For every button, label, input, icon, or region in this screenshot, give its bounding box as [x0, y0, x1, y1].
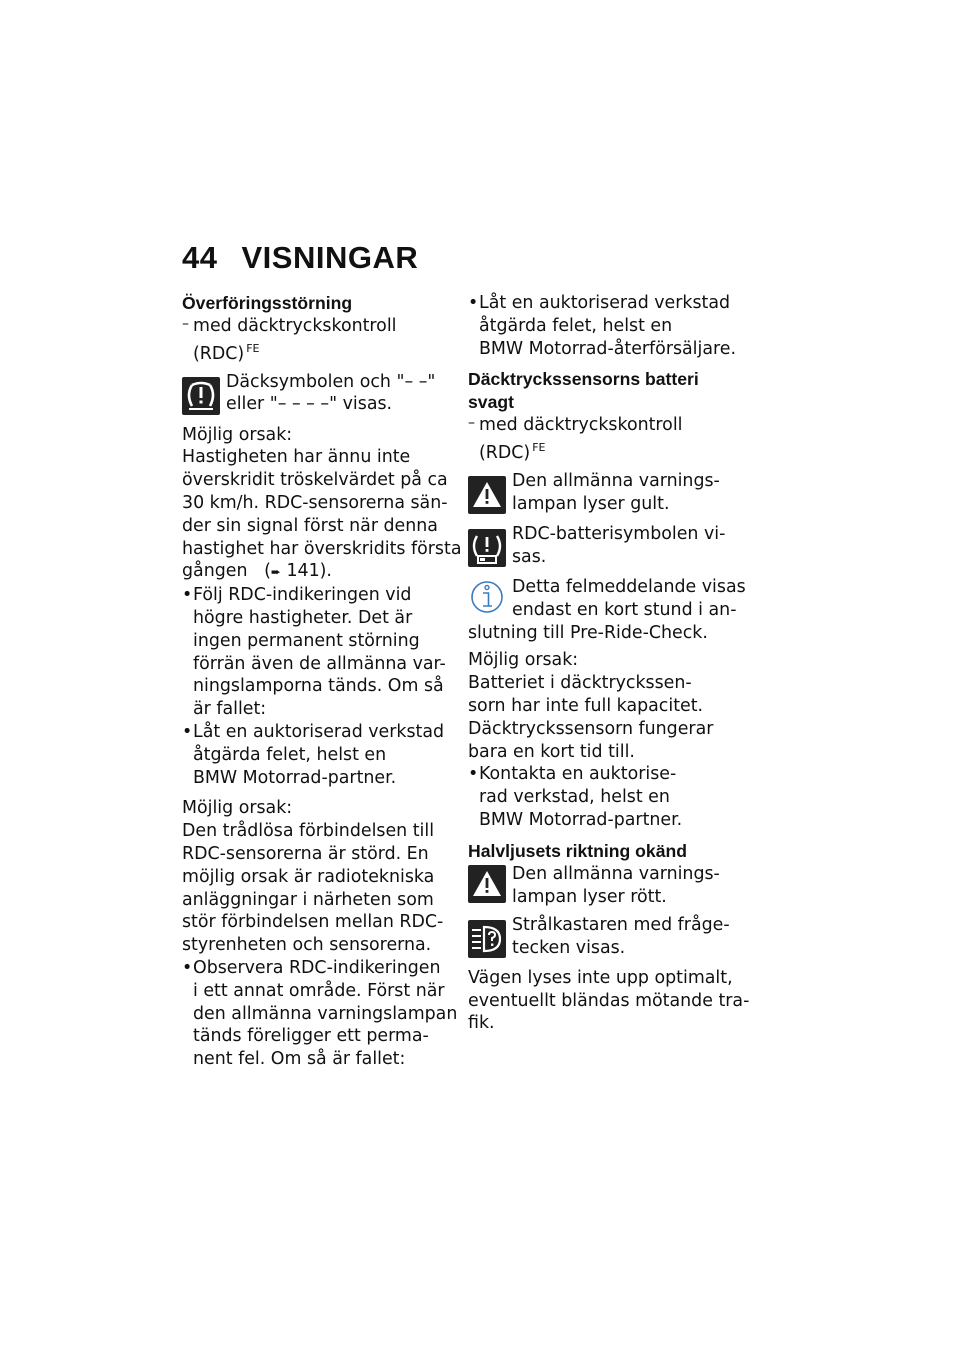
list-item: • Låt en auktoriserad verkstad [182, 721, 445, 742]
left-column: Överföringsstörning – med däcktryckskontroll (RDC) $^{FE}$ Däcksymbolen och "– –" eller "– – – –" visas. Möjlig orsak: Hastigheten har ännu inte överskridit tröskelvärdet på ca 30 km/h. RDC-sensorerna sän- der sin signal först när denna hastighet har överskridits första gången (➨ 141). • Följ RDC-indikeringen vid högre hastigheter. Det är ingen permanent störning förrän även de allmänna var- ningslamporna tänds. Om så är fallet: • Låt en auktoriserad verkstad åtgärda felet, helst en BMW Motorrad-partner. Möjlig orsak: Den trådlösa förbindelsen till RDC-sensorerna är störd. En möjlig orsak är radiotekniska anläggningar i närheten som stör förbindelsen mellan RDC- styrenheten och sensorerna. • Observera RDC-indikeringen i ett annat område. Först när den allmänna varningslampan tänds föreligger ett perma- nent fel. Om så är fallet: [182, 293, 462, 1070]
rdc-condition-cont: (RDC) $^{FE}$ [193, 341, 260, 364]
rdc-condition: – med däcktryckskontroll [182, 316, 397, 336]
list-item: • Låt en auktoriserad verkstad [468, 293, 731, 313]
rdc-condition: – med däcktryckskontroll [468, 415, 683, 436]
fe-superscript: FE [532, 441, 546, 455]
page-reference: gången (➨ 141). [182, 561, 332, 582]
section-heading-transmission-fault: Överföringsstörning [182, 293, 353, 313]
headlight-question-row: Strålkastaren med fråge- tecken visas. [468, 914, 736, 962]
cause-label: Möjlig orsak: [468, 650, 579, 671]
reference-page-link[interactable]: 141). [286, 561, 332, 582]
info-note-row: Detta felmeddelande visas endast en kort stund i an- slutning till Pre-Ride-Check. [468, 576, 746, 643]
general-warning-triangle-icon [468, 476, 506, 514]
tire-pressure-warning-icon [182, 377, 220, 415]
cause-label: Möjlig orsak: [182, 424, 293, 445]
section-heading-sensor-battery: Däcktryckssensorns batteri [468, 369, 699, 390]
general-warning-red-row: Den allmänna varnings- lampan lyser rött. [468, 863, 736, 909]
reference-arrow-icon: ➨ [270, 565, 281, 580]
info-icon [468, 576, 506, 616]
general-warning-triangle-icon [468, 865, 506, 903]
cause-label: Möjlig orsak: [182, 798, 293, 819]
rdc-condition-cont: (RDC) $^{FE}$ [479, 441, 546, 464]
fe-superscript: FE [246, 341, 260, 355]
chapter-title: VISNINGAR [241, 240, 419, 275]
list-item: • Kontakta en auktorise- [468, 764, 677, 785]
page-number: 44 [182, 240, 218, 275]
list-item: • Följ RDC-indikeringen vid [182, 585, 412, 606]
tire-symbol-row: Däcksymbolen och "– –" eller "– – – –" visas. [182, 371, 450, 419]
list-item: • Observera RDC-indikeringen [182, 957, 441, 978]
general-warning-yellow-row: Den allmänna varnings- lampan lyser gult. [468, 470, 736, 518]
right-column: • Låt en auktoriserad verkstad åtgärda felet, helst en BMW Motorrad-återförsäljare. Däcktryckssensorns batteri svagt – med däcktryckskontroll (RDC) $^{FE}$ Den allmänna varnings- lampan lyser gult. RDC-batterisymbolen vi- sas. Detta felmeddelande visas endast en kort stund i an- slutning till Pre-Ride-Check. Möjlig orsak: Batteriet i däcktryckssen- sorn har inte full kapacitet. Däcktryckssensorn fungerar bara en kort tid till. • Kontakta en auktorise- rad verkstad, helst en BMW Motorrad-partner. Halvljusets riktning okänd Den allmänna varnings- lampan lyser rött. Strålkastaren med fråge- tecken visas. Vägen lyses inte upp optimalt, eventuellt bländas mötande tra- fik. [468, 293, 750, 1034]
headlight-question-icon [468, 920, 506, 958]
page-title [182, 240, 418, 276]
rdc-battery-icon [468, 529, 506, 567]
rdc-battery-row: RDC-batterisymbolen vi- sas. [468, 523, 736, 571]
section-heading-low-beam: Halvljusets riktning okänd [468, 840, 687, 861]
